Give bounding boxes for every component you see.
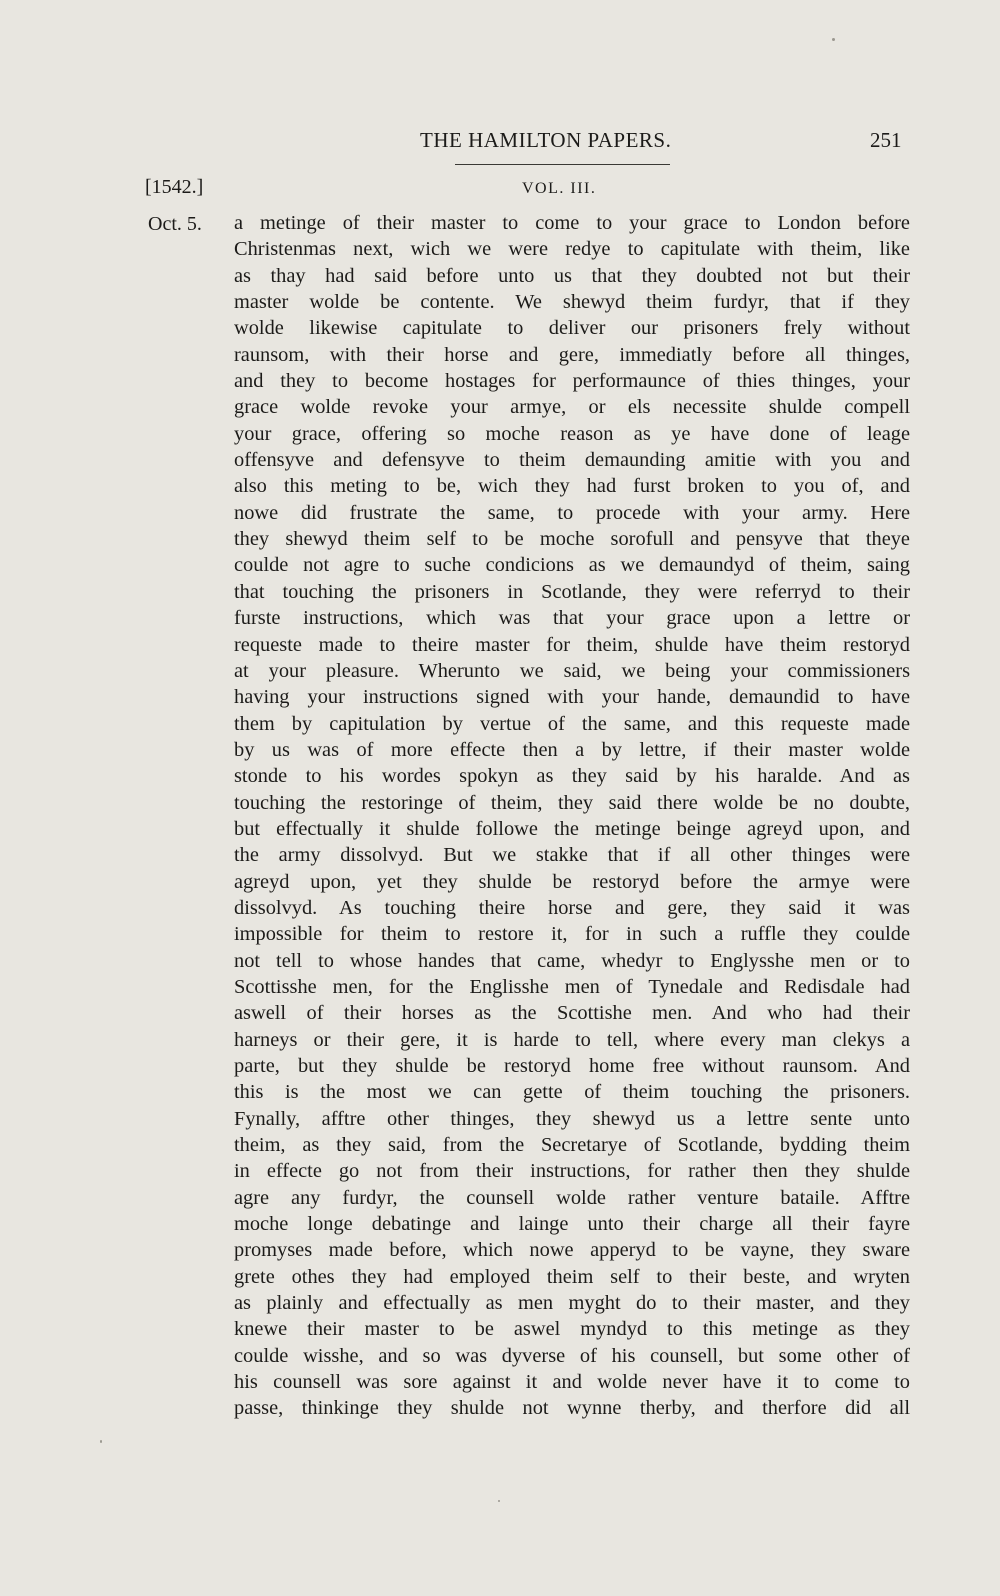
text-line: a metinge of their master to come to your grace to London before	[234, 212, 910, 234]
text-line: theim, as they said, from the Secretarye of Scotlande, bydding theim	[234, 1134, 910, 1157]
running-head	[0, 128, 1000, 164]
year-bracket: [1542.]	[145, 176, 204, 198]
text-line: agreyd upon, yet they shulde be restoryd before the armye were	[234, 870, 910, 893]
text-line: as plainly and effectually as men myght do to their master, and they	[234, 1292, 910, 1315]
text-line: furste instructions, which was that your grace upon a lettre or	[234, 607, 910, 630]
text-line: moche longe debatinge and lainge unto their charge all their fayre	[234, 1213, 910, 1236]
text-line: by us was of more effecte then a by lettre, if their master wolde	[234, 738, 910, 761]
text-line: Fynally, afftre other thinges, they shewyd us a lettre sente unto	[234, 1107, 910, 1130]
text-line: Christenmas next, wich we were redye to capitulate with theim, like	[234, 238, 910, 261]
text-line: having your instructions signed with your hande, demaundid to have	[234, 686, 910, 709]
text-line: master wolde be contente. We shewyd theim furdyr, that if they	[234, 291, 910, 314]
margin-date: Oct. 5.	[148, 213, 202, 235]
text-line: harneys or their gere, it is harde to tell, where every man clekys a	[234, 1028, 910, 1051]
text-line: in effecte go not from their instructions, for rather then they shulde	[234, 1160, 910, 1183]
text-line: your grace, offering so moche reason as ye have done of leage	[234, 422, 910, 445]
text-line: knewe their master to be aswel myndyd to this metinge as they	[234, 1318, 910, 1341]
text-line: passe, thinkinge they shulde not wynne therby, and therfore did all	[234, 1397, 910, 1420]
text-line: his counsell was sore against it and wolde never have it to come to	[234, 1371, 910, 1394]
text-line: grace wolde revoke your armye, or els necessite shulde compell	[234, 396, 910, 419]
header-rule	[455, 164, 670, 165]
text-line: that touching the prisoners in Scotlande, they were referryd to their	[234, 580, 910, 603]
text-line: touching the restoringe of theim, they said there wolde be no doubte,	[234, 791, 910, 814]
text-line: coulde not agre to suche condicions as we demaundyd of theim, saing	[234, 554, 910, 577]
text-line: wolde likewise capitulate to deliver our prisoners frely without	[234, 317, 910, 340]
text-line: agre any furdyr, the counsell wolde rather venture bataile. Afftre	[234, 1186, 910, 1209]
text-line: they shewyd theim self to be moche sorofull and pensyve that theye	[234, 528, 910, 551]
text-line: Scottisshe men, for the Englisshe men of Tynedale and Redisdale had	[234, 975, 910, 998]
paper-speck	[832, 38, 835, 41]
text-line: stonde to his wordes spokyn as they said by his haralde. And as	[234, 765, 910, 788]
text-line: also this meting to be, wich they had furst broken to you of, and	[234, 475, 910, 498]
text-line: as thay had said before unto us that they doubted not but their	[234, 264, 910, 287]
text-line: impossible for theim to restore it, for in such a ruffle they coulde	[234, 923, 910, 946]
volume-label: VOL. III.	[522, 180, 597, 197]
text-line: requeste made to theire master for theim, shulde have theim restoryd	[234, 633, 910, 656]
paper-speck	[498, 1500, 500, 1502]
text-line: offensyve and defensyve to theim demaunding amitie with you and	[234, 449, 910, 472]
text-line: at your pleasure. Wherunto we said, we being your commissioners	[234, 659, 910, 682]
text-line: raunsom, with their horse and gere, immediatly before all thinges,	[234, 343, 910, 366]
text-line: this is the most we can gette of theim touching the prisoners.	[234, 1081, 910, 1104]
page-number: 251	[870, 128, 902, 152]
text-line: not tell to whose handes that came, whedyr to Englysshe men or to	[234, 949, 910, 972]
text-line: and they to become hostages for performaunce of thies thinges, your	[234, 370, 910, 393]
text-line: coulde wisshe, and so was dyverse of his counsell, but some other of	[234, 1344, 910, 1367]
running-title: THE HAMILTON PAPERS.	[420, 128, 672, 152]
text-line: but effectually it shulde followe the metinge beinge agreyd upon, and	[234, 817, 910, 840]
text-line: aswell of their horses as the Scottishe men. And who had their	[234, 1002, 910, 1025]
text-line: them by capitulation by vertue of the same, and this requeste made	[234, 712, 910, 735]
text-line: parte, but they shulde be restoryd home free without raunsom. And	[234, 1055, 910, 1077]
text-line: dissolvyd. As touching theire horse and gere, they said it was	[234, 896, 910, 919]
text-line: promyses made before, which nowe apperyd to be vayne, they sware	[234, 1239, 910, 1262]
paper-speck	[100, 1440, 102, 1443]
text-line: the army dissolvyd. But we stakke that if all other thinges were	[234, 844, 910, 867]
text-line: nowe did frustrate the same, to procede with your army. Here	[234, 501, 910, 524]
body-text	[234, 210, 910, 1422]
text-line: grete othes they had employed theim self to their beste, and wryten	[234, 1265, 910, 1288]
